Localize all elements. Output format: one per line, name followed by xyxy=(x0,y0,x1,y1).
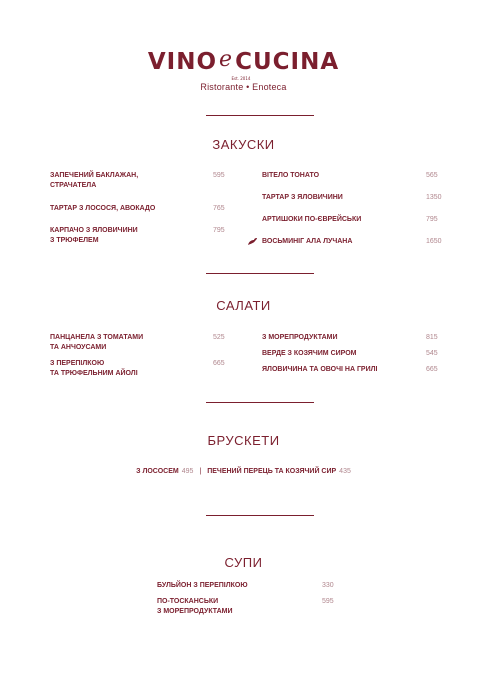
brusketi-row xyxy=(0,467,487,477)
section-title-salaty: САЛАТИ xyxy=(216,298,271,313)
menu-item: ВЕРДЕ З КОЗЯЧИМ СИРОМ xyxy=(262,350,357,357)
restaurant-logo xyxy=(0,47,487,81)
divider xyxy=(206,515,314,516)
menu-item-price: 435 xyxy=(339,468,351,475)
tagline: Ristorante • Enoteca xyxy=(200,82,287,92)
menu-item-price: 525 xyxy=(213,334,225,341)
menu-item-price: 795 xyxy=(426,216,438,223)
section-title-zakusky: ЗАКУСКИ xyxy=(212,137,275,152)
logo-letter-e: e xyxy=(219,47,234,72)
menu-item: КАРПАЧО З ЯЛОВИЧИНИ З ТРЮФЕЛЕМ xyxy=(50,227,138,244)
menu-item: ЯЛОВИЧИНА ТА ОВОЧІ НА ГРИЛІ xyxy=(262,366,378,373)
menu-item: З МОРЕПРОДУКТАМИ xyxy=(262,334,338,341)
menu-item: ВІТЕЛО ТОНАТО xyxy=(262,172,320,179)
menu-item-price: 665 xyxy=(213,360,225,367)
menu-item-price: 330 xyxy=(322,582,334,589)
logo-word-vino: VINO xyxy=(147,49,218,75)
divider xyxy=(206,115,314,116)
menu-item-price: 545 xyxy=(426,350,438,357)
logo-established: Est. 2014 xyxy=(231,76,251,81)
menu-item-price: 1650 xyxy=(426,238,442,245)
divider xyxy=(206,273,314,274)
menu-item-price: 665 xyxy=(426,366,438,373)
menu-item: БУЛЬЙОН З ПЕРЕПІЛКОЮ xyxy=(157,582,248,589)
menu-item: ТАРТАР З ЯЛОВИЧИНИ xyxy=(262,194,343,201)
menu-item-price: 595 xyxy=(213,172,225,179)
menu-item: ЗАПЕЧЕНИЙ БАКЛАЖАН, СТРАЧАТЕЛА xyxy=(50,172,139,189)
chili-pepper-icon xyxy=(247,237,258,246)
menu-item-price: 565 xyxy=(426,172,438,179)
menu-item: АРТИШОКИ ПО-ЄВРЕЙСЬКИ xyxy=(262,216,362,223)
menu-item-price: 765 xyxy=(213,205,225,212)
item-separator: | xyxy=(199,468,202,475)
menu-item: ПО-ТОСКАНСЬКИ З МОРЕПРОДУКТАМИ xyxy=(157,598,233,615)
section-title-brusketi: БРУСКЕТИ xyxy=(207,433,280,448)
menu-item-price: 1350 xyxy=(426,194,442,201)
menu-item-price: 815 xyxy=(426,334,438,341)
menu-item: ВОСЬМИНІГ АЛА ЛУЧАНА xyxy=(262,238,353,245)
logo-word-cucina: CUCINA xyxy=(235,49,340,75)
menu-item: ТАРТАР З ЛОСОСЯ, АВОКАДО xyxy=(50,205,156,212)
menu-item: З ПЕРЕПІЛКОЮ ТА ТРЮФЕЛЬНИМ АЙОЛІ xyxy=(50,360,138,377)
divider xyxy=(206,402,314,403)
section-title-supy: СУПИ xyxy=(224,555,263,570)
menu-item-price: 795 xyxy=(213,227,225,234)
menu-item: З ЛОСОСЕМ xyxy=(136,468,179,475)
menu-item-price: 495 xyxy=(181,468,194,475)
menu-item: ПЕЧЕНИЙ ПЕРЕЦЬ ТА КОЗЯЧИЙ СИР xyxy=(207,468,337,475)
menu-item: ПАНЦАНЕЛА З ТОМАТАМИ ТА АНЧОУСАМИ xyxy=(50,334,144,351)
menu-item-price: 595 xyxy=(322,598,334,605)
